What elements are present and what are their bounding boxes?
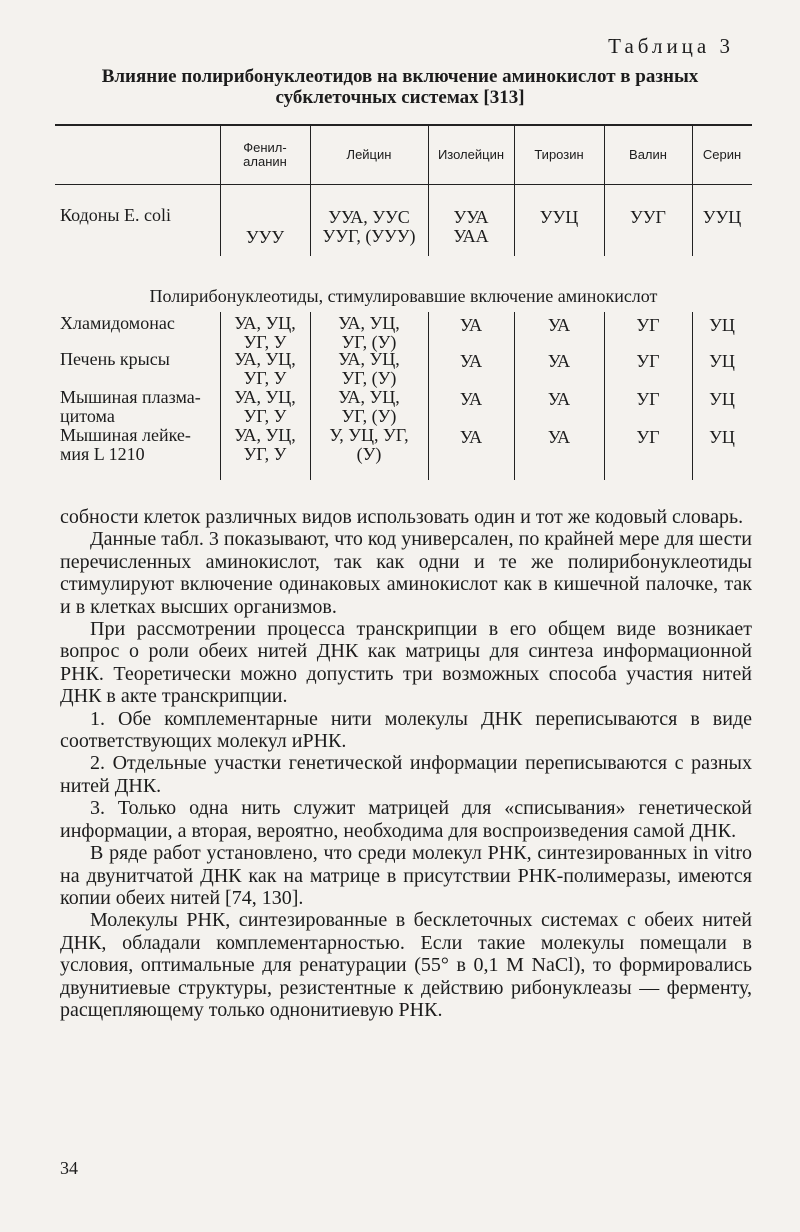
column-header: Валин (629, 147, 667, 162)
paragraph: Молекулы РНК, синтезированные в бесклеточных системах с обеих нитей ДНК, обладали комплементарностью. Если такие молекулы помещали в условия, оптимальные для ренатурации (55° в 0,1 M NaCl), то формировались двунитиевые структуры, резистентные к действию рибонуклеазы — ферменту, расщепляющему только однонитиевую РНК. (60, 909, 752, 1021)
cell-line: УГ, У (243, 406, 287, 426)
table-header-rule (55, 184, 752, 185)
table-cell (692, 428, 752, 447)
cell-line: УА (547, 427, 571, 447)
cell-line: УА, УЦ, (234, 425, 296, 445)
table-cell (310, 426, 428, 464)
cell-line: УА, УЦ, (338, 387, 400, 407)
paragraph: Данные табл. 3 показывают, что код универсален, по крайней мере для шести перечисленных аминокислот, так как одни и те же полирибонуклеотиды стимулируют включение одинаковых аминокислот как в кишечной палочке, так и в клетках высших организмов. (60, 528, 752, 618)
table-cell (310, 388, 428, 426)
table-cell (220, 314, 310, 352)
cell-line: УА (459, 315, 483, 335)
column-header: Серин (702, 147, 742, 162)
cell-line: УГ (636, 351, 660, 371)
cell-line: УГ (636, 389, 660, 409)
row-label: Кодоны E. coli (60, 205, 171, 225)
table-cell (692, 316, 752, 335)
cell-line: УА, УЦ, (234, 387, 296, 407)
cell-line: УГ, У (243, 444, 287, 464)
cell-line: УЦ (709, 315, 735, 335)
row-label-line: Печень крысы (60, 349, 170, 369)
table-cell (310, 350, 428, 388)
row-label-line: мия L 1210 (60, 444, 145, 464)
column-header: Лейцин (346, 147, 392, 162)
row-label-line: цитома (60, 406, 115, 426)
table-cell (514, 316, 604, 335)
cell-line: УГ (636, 427, 660, 447)
cell-line: УГ (636, 315, 660, 335)
row-label (60, 426, 191, 464)
table-cell (604, 390, 692, 409)
table-cell (428, 390, 514, 409)
table-cell (428, 316, 514, 335)
cell-line: (У) (356, 444, 382, 464)
cell-line: УГ, У (243, 332, 287, 352)
cell-line: УА, УЦ, (338, 313, 400, 333)
table-cell (428, 428, 514, 447)
cell-line: УГ, (У) (341, 332, 397, 352)
table-cell (428, 208, 514, 246)
cell-line: УА (547, 351, 571, 371)
cell-line: УЦ (709, 351, 735, 371)
column-header: Фенил- аланин (243, 140, 287, 169)
paragraph: 2. Отдельные участки генетической информации переписываются с разных нитей ДНК. (60, 752, 752, 797)
cell-line: УУЦ (702, 207, 742, 227)
row-label-line: Мышиная плазма- (60, 387, 201, 407)
cell-line: УГ, У (243, 368, 287, 388)
cell-line: УУГ (630, 207, 666, 227)
paragraph: 3. Только одна нить служит матрицей для «списывания» генетической информации, а вторая, вероятно, необходима для воспроизведения самой ДНК. (60, 797, 752, 842)
row-label-line: Хламидомонас (60, 313, 175, 333)
cell-line: УЦ (709, 389, 735, 409)
table-cell (604, 428, 692, 447)
column-header: Тирозин (534, 147, 584, 162)
table-cell (428, 352, 514, 371)
table-title (60, 66, 740, 108)
table-cell (310, 208, 428, 246)
cell-line: УУА, УУС (328, 207, 410, 227)
cell-line: УГ, (У) (341, 368, 397, 388)
cell-line: УА (547, 389, 571, 409)
cell-line: УГ, (У) (341, 406, 397, 426)
table-cell (220, 388, 310, 426)
table-cell (514, 390, 604, 409)
paragraph: собности клеток различных видов использовать один и тот же кодовый словарь. (60, 506, 744, 528)
cell-line: УАА (453, 226, 489, 246)
cell-line: УУГ, (УУУ) (322, 226, 416, 246)
table-cell (692, 390, 752, 409)
cell-line: УА, УЦ, (338, 349, 400, 369)
cell-line: УЦ (709, 427, 735, 447)
table-cell (514, 352, 604, 371)
cell-line: УА, УЦ, (234, 313, 296, 333)
table-cell (692, 208, 752, 227)
page-number: 34 (60, 1158, 78, 1178)
cell-line: УА (459, 389, 483, 409)
table-cell (220, 350, 310, 388)
row-label (60, 314, 175, 333)
table-title-line-1: Влияние полирибонуклеотидов на включение аминокислот в разных (101, 66, 699, 87)
table-cell (692, 352, 752, 371)
cell-line: УУЦ (539, 207, 579, 227)
cell-line: УА (547, 315, 571, 335)
table-cell (604, 316, 692, 335)
cell-line: УУУ (245, 227, 285, 247)
table-cell (310, 314, 428, 352)
cell-line: УА (459, 427, 483, 447)
paragraph: При рассмотрении процесса транскрипции в его общем виде возникает вопрос о роли обеих нитей ДНК как матрицы для синтеза информационной РНК. Теоретически можно допустить три возможных способа участия нитей ДНК в акте транскрипции. (60, 618, 752, 708)
cell-line: УА (459, 351, 483, 371)
table-label: Таблица 3 (608, 34, 734, 58)
table-section-title: Полирибонуклеотиды, стимулировавшие включение аминокислот (149, 286, 658, 306)
column-header: Изолейцин (437, 147, 505, 162)
table-title-line-2: субклеточных системах [313] (275, 87, 525, 108)
paragraph: 1. Обе комплементарные нити молекулы ДНК переписываются в виде соответствующих молекул иРНК. (60, 707, 752, 753)
row-label-line: Мышиная лейке- (60, 425, 191, 445)
cell-line: У, УЦ, УГ, (329, 425, 409, 445)
body-text (60, 506, 752, 1021)
row-label (60, 388, 201, 426)
table-cell (514, 208, 604, 227)
table-cell (220, 228, 310, 247)
table-cell (604, 208, 692, 227)
cell-line: УУА (453, 207, 489, 227)
table-cell (220, 426, 310, 464)
paragraph: В ряде работ установлено, что среди молекул РНК, синтезированных in vitro на двунитчатой ДНК как на матрице в присутствии РНК-полимеразы, имеются копии обеих нитей [74, 130]. (60, 842, 752, 909)
row-label (60, 350, 170, 369)
cell-line: УА, УЦ, (234, 349, 296, 369)
table-cell (604, 352, 692, 371)
table-cell (514, 428, 604, 447)
